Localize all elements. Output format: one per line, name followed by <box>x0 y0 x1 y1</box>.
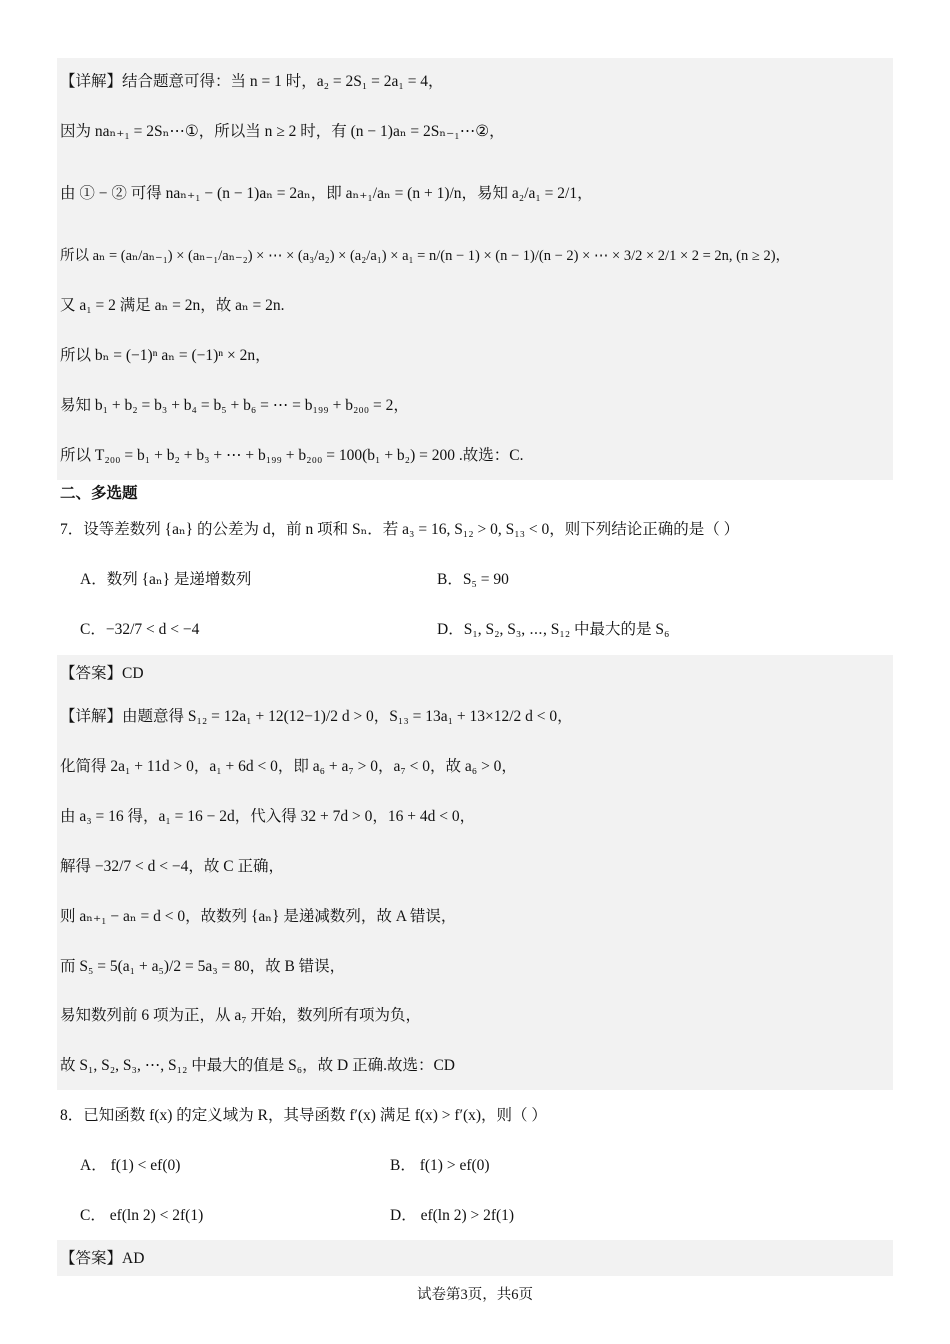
q6-detail-line-6: 所以 bₙ = (−1)ⁿ aₙ = (−1)ⁿ × 2n， <box>60 347 271 364</box>
q7-detail-line-5: 则 aₙ₊₁ − aₙ = d < 0，故数列 {aₙ} 是递减数列，故 A 错误， <box>60 908 457 925</box>
q8-option-a: A． f(1) < ef(0) <box>80 1157 181 1174</box>
q8-option-d: D． ef(ln 2) > 2f(1) <box>390 1207 515 1224</box>
answer-block-q8 <box>57 1240 893 1276</box>
q7-detail-line-6: 而 S₅ = 5(a₁ + a₅)/2 = 5a₃ = 80，故 B 错误， <box>60 958 346 975</box>
q6-detail-line-3: 由 ① − ② 可得 naₙ₊₁ − (n − 1)aₙ = 2aₙ，即 aₙ₊₁/aₙ = (n + 1)/n，易知 a₂/a₁ = 2/1， <box>60 185 593 202</box>
q8-answer: 【答案】AD <box>60 1250 145 1267</box>
q7-option-d: D．S₁, S₂, S₃, ⋯, S₁₂ 中最大的是 S₆ <box>437 621 670 638</box>
q7-detail-line-1: 【详解】由题意得 S₁₂ = 12a₁ + 12(12−1)/2 d > 0，S₁₃ = 13a₁ + 13×12/2 d < 0， <box>60 708 573 725</box>
q7-detail-line-3: 由 a₃ = 16 得，a₁ = 16 − 2d，代入得 32 + 7d > 0，16 + 4d < 0， <box>60 808 476 825</box>
q6-detail-line-5: 又 a₁ = 2 满足 aₙ = 2n，故 aₙ = 2n. <box>60 297 285 314</box>
q7-stem: 7．设等差数列 {aₙ} 的公差为 d，前 n 项和 Sₙ．若 a₃ = 16, S₁₂ > 0, S₁₃ < 0，则下列结论正确的是（ ） <box>60 521 740 538</box>
q8-option-c: C． ef(ln 2) < 2f(1) <box>80 1207 204 1224</box>
q6-detail-line-1: 【详解】结合题意可得：当 n = 1 时，a₂ = 2S₁ = 2a₁ = 4， <box>60 73 444 90</box>
q8-stem: 8．已知函数 f(x) 的定义域为 R，其导函数 f′(x) 满足 f(x) > f′(x)，则（ ） <box>60 1107 547 1124</box>
q8-option-b: B． f(1) > ef(0) <box>390 1157 490 1174</box>
q6-detail-line-4: 所以 aₙ = (aₙ/aₙ₋₁) × (aₙ₋₁/aₙ₋₂) × ⋯ × (a₃/a₂) × (a₂/a₁) × a₁ = n/(n − 1) × (n − 1)/(n − 2) × ⋯ × 3/2 × 2/1 × 2 = 2n, (n ≥ 2)， <box>60 248 791 264</box>
q6-detail-line-7: 易知 b₁ + b₂ = b₃ + b₄ = b₅ + b₆ = ⋯ = b₁₉₉ + b₂₀₀ = 2， <box>60 397 409 414</box>
q6-detail-line-2: 因为 naₙ₊₁ = 2Sₙ⋯①，所以当 n ≥ 2 时，有 (n − 1)aₙ = 2Sₙ₋₁⋯②， <box>60 123 505 140</box>
q7-option-c: C．−32/7 < d < −4 <box>80 621 200 638</box>
q7-option-b: B．S₅ = 90 <box>437 571 509 588</box>
q7-answer: 【答案】CD <box>60 665 144 682</box>
page-footer: 试卷第3页，共6页 <box>417 1287 533 1303</box>
section-heading: 二、多选题 <box>60 485 138 502</box>
q7-detail-line-2: 化简得 2a₁ + 11d > 0，a₁ + 6d < 0，即 a₆ + a₇ > 0，a₇ < 0，故 a₆ > 0， <box>60 758 517 775</box>
q7-detail-line-4: 解得 −32/7 < d < −4，故 C 正确， <box>60 858 284 875</box>
q7-detail-line-8: 故 S₁, S₂, S₃, ⋯, S₁₂ 中最大的值是 S₆，故 D 正确.故选：CD <box>60 1057 456 1074</box>
q7-detail-line-7: 易知数列前 6 项为正，从 a₇ 开始，数列所有项为负， <box>60 1007 422 1024</box>
q6-detail-line-8: 所以 T₂₀₀ = b₁ + b₂ + b₃ + ⋯ + b₁₉₉ + b₂₀₀ = 100(b₁ + b₂) = 200 .故选：C. <box>60 447 524 464</box>
q7-option-a: A．数列 {aₙ} 是递增数列 <box>80 571 252 588</box>
